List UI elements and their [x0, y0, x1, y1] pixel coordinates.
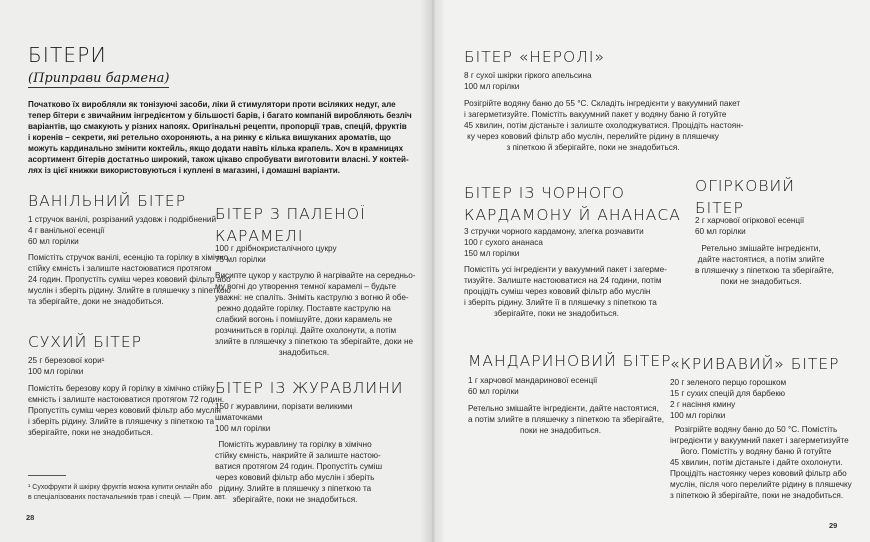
- ingredients-bloody: 20 г зеленого перцю горошком 15 г сухих спецій для барбекю 2 г насіння кмину 100 мл горілки: [670, 378, 787, 420]
- recipe-title-dry: СУХИЙ БІТЕР: [28, 333, 143, 351]
- intro-paragraph: Початково їх виробляли як тонізуючі засоби, ліки й стимулятори проти всіляких недуг, але тепер бітери є звичайним інгредієнтом у більшості барів, і багато компаній виробляють безліч варіантів, що смакують у різних напоях. Оригінальні рецепти, пропорції трав, спецій, фруктів і коренів – секрети, які ретельно охороняють, а на ринку є кілька вишуканих ароматів, що можуть кардинально змінити коктейль, якщо додати навіть кілька крапель. Хоч в крамницях асортимент бітерів достатньо широкий, також цікаво спробувати виготовити власні. У коктей- лях із цієї книжки використовуються і куплені в магазині, і домашні варіанти.: [28, 100, 412, 175]
- left-page: [0, 0, 433, 542]
- ingredients-cardamom: 3 стручки чорного кардамону, злегка розчавити 100 г сухого ананаса 150 мл горілки: [464, 227, 644, 258]
- recipe-title-caramel: БІТЕР З ПАЛЕНОЇ КАРАМЕЛІ: [215, 205, 366, 245]
- method-mandarin: Ретельно змішайте інгредієнти, дайте настоятися, а потім злийте в пляшечку з піпеткою та зберігайте, поки не знадобиться.: [468, 404, 665, 435]
- recipe-title-cardamom: БІТЕР ІЗ ЧОРНОГО КАРДАМОНУ Й АНАНАСА: [464, 184, 681, 224]
- method-neroli: Розігрійте водяну баню до 55 °C. Складіть інгредієнти у вакуумний пакет і загерметизуйте. Помістіть вакуумний пакет у водяну баню й готуйте 45 хвилин, потім дістаньте і залиште охолоджуватися. Процідіть настоян- ку через кововий фільтр або муслін, перелийте рідину в пляшечку з піпеткою й зберігайте, поки не знадобиться.: [464, 99, 744, 152]
- book-gutter: [420, 0, 446, 542]
- recipe-title-neroli: БІТЕР «НЕРОЛІ»: [464, 48, 605, 66]
- method-cucumber: Ретельно змішайте інгредієнти, дайте настоятися, а потім злийте в пляшечку з піпеткою та зберігайте, поки не знадобиться.: [695, 244, 834, 286]
- ingredients-caramel: 100 г дрібнокристалічного цукру 75 мл горілки: [215, 244, 337, 264]
- method-cranberry: Помістіть журавлину та горілку в хімічно стійку ємність, накрийте й залиште настою- ватися протягом 24 годин. Пропустіть суміш через кововий фільтр або муслін і зберіть рідину. Злийте в пляшечку з піпеткою та зберігайте, поки не знадобиться.: [215, 440, 383, 504]
- footnote-rule: [28, 475, 66, 476]
- page-number-left: 28: [26, 513, 35, 522]
- ingredients-dry: 25 г березової кори¹ 100 мл горілки: [28, 356, 105, 376]
- ingredients-mandarin: 1 г харчової мандаринової есенції 60 мл горілки: [468, 376, 598, 396]
- ingredients-cucumber: 2 г харчової огіркової есенції 60 мл горілки: [695, 216, 805, 236]
- subtitle-underline: [28, 87, 169, 88]
- method-cardamom: Помістіть усі інгредієнти у вакуумний пакет і загерме- тизуйте. Залиште настоюватися на 24 години, потім процідіть суміш через кововий фільтр або муслін і зберіть рідину. Злийте її в пляшечку з піпеткою та зберігайте, поки не знадобиться.: [464, 265, 667, 318]
- recipe-title-vanilla: ВАНІЛЬНИЙ БІТЕР: [28, 192, 187, 210]
- page-title: БІТЕРИ: [28, 43, 107, 67]
- page-number-right: 29: [829, 521, 838, 530]
- method-caramel: Висипте цукор у каструлю й нагрівайте на середньо- му вогні до утворення темної карамелі – будьте уважні: не спаліть. Зніміть каструлю з вогню й обе- режно додайте горілку. Поставте каструлю на слабкий вогонь і помішуйте, доки карамель не розчиниться в горілці. Дайте охолонути, а потім злийте в пляшечку з піпеткою та зберігайте, доки не знадобиться.: [215, 271, 416, 357]
- method-vanilla: Помістіть стручок ванілі, есенцію та горілку в хімічно стійку ємність і залиште настоюватися протягом 24 годин. Пропустіть суміш через кововий фільтр або муслін і зберіть рідину. Злийте в пляшечку з піпеткою та зберігайте, доки не знадобиться.: [28, 253, 231, 306]
- method-bloody: Розігрійте водяну баню до 50 °C. Помістіть інгредієнти у вакуумний пакет і загерметизуйте його. Помістіть у водяну баню й готуйте 45 хвилин, потім дістаньте і дайте охолонути. Процідіть настоянку через кововий фільтр або муслін, після чого перелийте рідину в пляшечку з піпеткою й зберігайте, поки не знадобиться.: [670, 425, 852, 500]
- recipe-title-bloody: «КРИВАВИЙ» БІТЕР: [670, 355, 840, 373]
- right-page: [433, 0, 870, 542]
- method-dry: Помістіть березову кору й горілку в хімічно стійку ємність і залиште настоюватися протягом 72 годин. Пропустіть суміш через кововий фільтр або муслін і зберіть рідину. Злийте в пляшечку з піпеткою та зберігайте, поки не знадобиться.: [28, 384, 225, 437]
- recipe-title-cucumber: ОГІРКОВИЙ БІТЕР: [695, 177, 795, 217]
- ingredients-cranberry: 150 г журавлини, порізати великими шматочками 100 мл горілки: [215, 402, 353, 433]
- footnote: ¹ Сухофрукти й шкірку фруктів можна купити онлайн або в спеціалізованих постачальників трав і спецій. — Прим. авт.: [28, 484, 227, 501]
- recipe-title-cranberry: БІТЕР ІЗ ЖУРАВЛИНИ: [215, 379, 404, 397]
- ingredients-vanilla: 1 стручок ванілі, розрізаний уздовж і подрібнений 4 г ванільної есенції 60 мл горілки: [28, 215, 217, 246]
- ingredients-neroli: 8 г сухої шкірки гіркого апельсина 100 мл горілки: [464, 71, 592, 91]
- recipe-title-mandarin: МАНДАРИНОВИЙ БІТЕР: [468, 352, 672, 370]
- page-subtitle: (Приправи бармена): [28, 71, 170, 86]
